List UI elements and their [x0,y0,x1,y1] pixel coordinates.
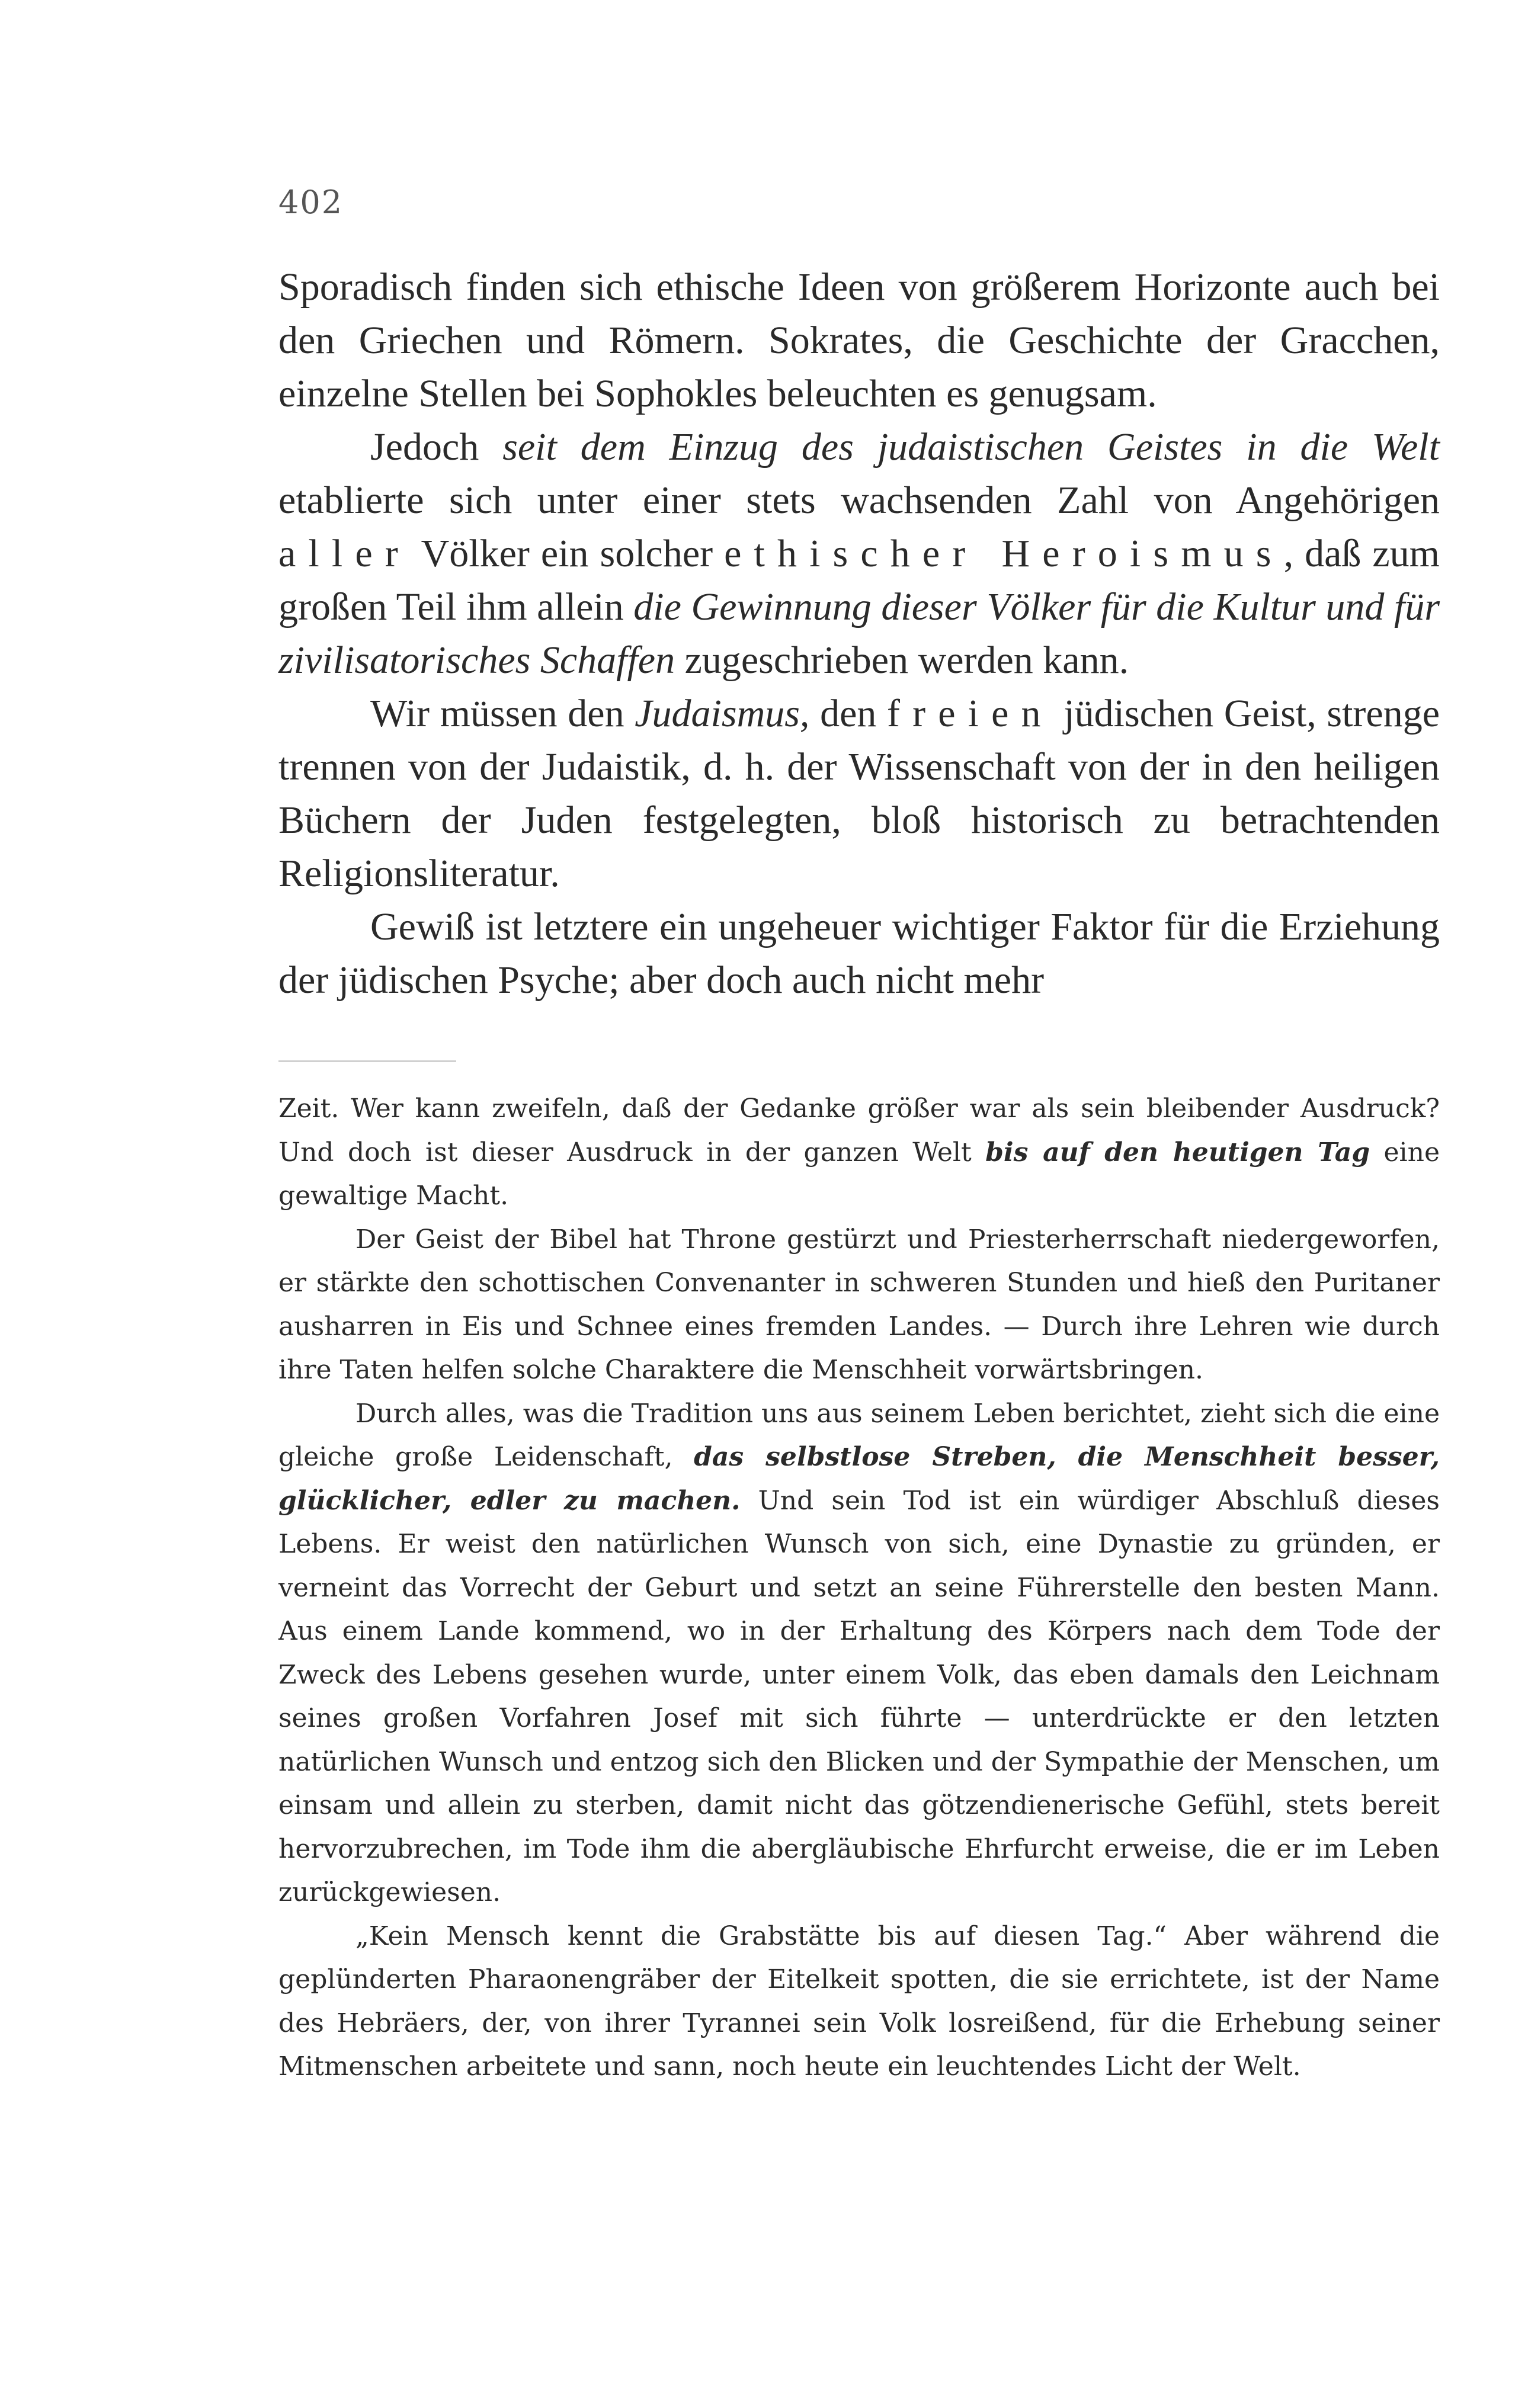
footnote-3-emphasis-1: das selbstlose Streben, die Menschheit besser, glücklicher, edler zu machen. [278,1442,1440,1516]
paragraph-3-text-3: jüdischen Geist, strenge trennen von der Judaistik, d. h. der Wissenschaft von der in den heiligen Büchern der Juden festgelegten, bloß historisch zu betrachtenden Religionsliteratur. [278,692,1440,895]
footnote-1-emphasis-1: bis auf den heutigen Tag [985,1137,1370,1168]
footnote-divider [278,1060,456,1062]
paragraph-3-spaced-1: freien [887,692,1053,735]
paragraph-1: Sporadisch finden sich ethische Ideen von größerem Horizonte auch bei den Griechen und Römern. Sokrates, die Geschichte der Gracchen, einzelne Stellen bei Sophokles beleuchten es genugsam. [278,265,1440,415]
paragraph-2-text-1: Jedoch [370,425,503,469]
paragraph-2 [278,421,1440,687]
paragraph-3-text-2: den [809,692,888,735]
paragraph-3-emphasis-1: Judaismus, [635,692,810,735]
page-number: 402 [278,184,344,221]
footnote-1-text-1: Zeit. Wer kann zweifeln, daß der Gedanke größer war als sein bleibender Ausdruck? Und doch ist dieser Ausdruck in der ganzen Welt [278,1094,1440,1168]
footnote-1-text-2: eine gewaltige Macht. [278,1137,1440,1211]
main-text [278,261,1440,1007]
footnote-3-text-2: Und sein Tod ist ein würdiger Abschluß dieses Lebens. Er weist den natürlichen Wunsch von sich, eine Dynastie zu gründen, er verneint das Vorrecht der Geburt und setzt an seine Führerstelle den besten Mann. Aus einem Lande kommend, wo in der Erhaltung des Körpers nach dem Tode der Zweck des Lebens gesehen wurde, unter einem Volk, das eben damals den Leichnam seines großen Vorfahren Josef mit sich führte — unterdrückte er den letzten natürlichen Wunsch und entzog sich den Blicken und der Sympathie der Menschen, um einsam und allein zu sterben, damit nicht das götzendienerische Gefühl, stets bereit hervorzubrechen, im Tode ihm die abergläubische Ehrfurcht erweise, die er im Leben zurückgewiesen. [278,1485,1440,1907]
footnote-4: „Kein Mensch kennt die Grabstätte bis auf diesen Tag.“ Aber während die geplünderten Pharaonengräber der Eitelkeit spotten, die sie errichtete, ist der Name des Hebräers, der, von ihrer Tyrannei sein Volk losreißend, für die Erhebung seiner Mitmenschen arbeitete und sann, noch heute ein leuchtendes Licht der Welt. [278,1920,1440,2082]
paragraph-2-emphasis-1: seit dem Einzug des judaistischen Geistes in die Welt [502,425,1440,469]
paragraph-2-text-4: , daß zum großen Teil ihm allein [278,532,1440,629]
paragraph-3 [278,687,1440,900]
paragraph-3-text-1: Wir müssen den [370,692,635,735]
paragraph-2-text-2: etablierte sich unter einer stets wachsenden Zahl von Angehörigen [278,479,1440,522]
footnote-3-text-1: Durch alles, was die Tradition uns aus seinem Leben berichtet, zieht sich die eine gleiche große Leidenschaft, [278,1398,1440,1472]
paragraph-2-spaced-2: ethischer Heroismus [724,532,1284,575]
paragraph-2-text-5: zugeschrieben werden kann. [675,639,1129,682]
footnotes [278,1087,1440,2089]
footnote-2: Der Geist der Bibel hat Throne gestürzt und Priesterherrschaft niedergeworfen, er stärkte den schottischen Convenanter in schweren Stunden und hieß den Puritaner ausharren in Eis und Schnee eines fremden Landes. — Durch ihre Lehren wie durch ihre Taten helfen solche Charaktere die Menschheit vorwärtsbringen. [278,1224,1440,1385]
footnote-3 [278,1392,1440,1915]
paragraph-2-text-3: Völker ein solcher [410,532,725,575]
paragraph-4: Gewiß ist letztere ein ungeheuer wichtiger Faktor für die Erziehung der jüdischen Psyche; aber doch auch nicht mehr [278,905,1440,1002]
paragraph-2-emphasis-2: die Gewinnung dieser Völker für die Kultur und für zivilisatorisches Schaffen [278,585,1440,682]
footnote-1 [278,1087,1440,1218]
paragraph-2-spaced-1: aller [278,532,411,575]
